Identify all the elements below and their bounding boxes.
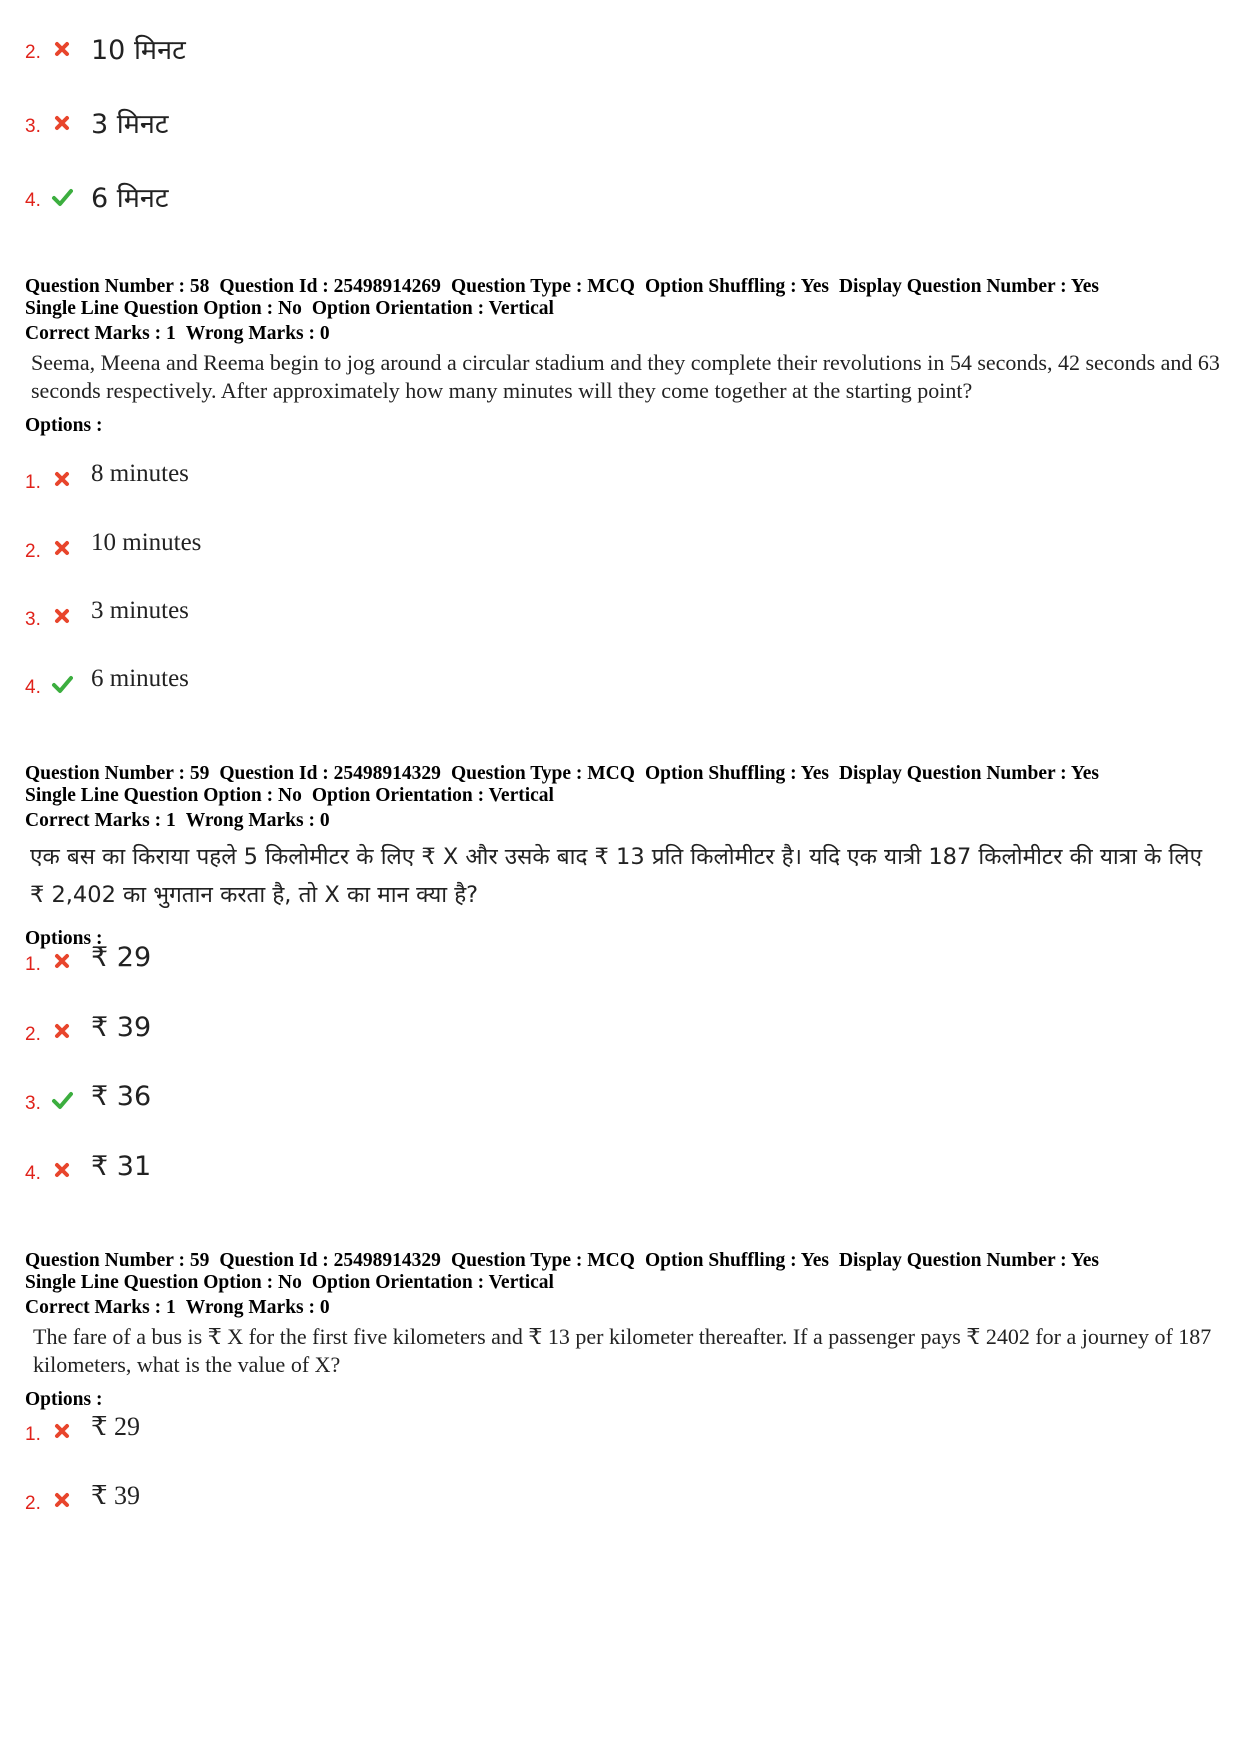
correct-check-icon bbox=[51, 673, 73, 695]
option-number: 3. bbox=[25, 116, 41, 137]
option-text: ₹ 29 bbox=[91, 942, 152, 973]
option-text: ₹ 39 bbox=[91, 1481, 141, 1510]
correct-check-icon bbox=[51, 186, 73, 208]
wrong-icon bbox=[51, 1020, 73, 1042]
option-number: 2. bbox=[25, 1493, 41, 1514]
question-meta-line-1: Question Number : 58 Question Id : 25498914269 Question Type : MCQ Option Shuffling : Yes Display Question Number : Yes bbox=[25, 276, 1099, 297]
question-59-english bbox=[25, 1250, 1225, 1411]
option-text: ₹ 31 bbox=[91, 1151, 152, 1182]
wrong-icon bbox=[51, 468, 73, 490]
option-number: 4. bbox=[25, 1163, 41, 1184]
option-text: 6 मिनट bbox=[91, 183, 169, 214]
wrong-icon bbox=[51, 38, 73, 60]
wrong-icon bbox=[51, 537, 73, 559]
option-number: 2. bbox=[25, 541, 41, 562]
option-text: ₹ 39 bbox=[91, 1012, 152, 1043]
question-meta-line-1: Question Number : 59 Question Id : 25498914329 Question Type : MCQ Option Shuffling : Yes Display Question Number : Yes bbox=[25, 1250, 1099, 1271]
option-number: 1. bbox=[25, 954, 41, 975]
wrong-icon bbox=[51, 1489, 73, 1511]
options-label: Options : bbox=[25, 928, 103, 949]
option-number: 4. bbox=[25, 677, 41, 698]
option-number: 1. bbox=[25, 472, 41, 493]
question-meta-line-1: Question Number : 59 Question Id : 25498914329 Question Type : MCQ Option Shuffling : Yes Display Question Number : Yes bbox=[25, 763, 1099, 784]
question-meta-line-2: Single Line Question Option : No Option Orientation : Vertical bbox=[25, 298, 554, 319]
question-59-hindi bbox=[25, 763, 1225, 950]
option-number: 2. bbox=[25, 1024, 41, 1045]
option-text: ₹ 29 bbox=[91, 1412, 141, 1441]
option-number: 3. bbox=[25, 609, 41, 630]
question-text: Seema, Meena and Reema begin to jog around a circular stadium and they complete their revolutions in 54 seconds, 42 seconds and 63 seconds respectively. After approximately how many minutes will they come together at the starting point? bbox=[31, 350, 1220, 403]
correct-check-icon bbox=[51, 1089, 73, 1111]
wrong-icon bbox=[51, 950, 73, 972]
marks-line: Correct Marks : 1 Wrong Marks : 0 bbox=[25, 1297, 330, 1318]
question-meta-line-2: Single Line Question Option : No Option Orientation : Vertical bbox=[25, 1272, 554, 1293]
option-text: 3 minutes bbox=[91, 597, 189, 624]
question-text: The fare of a bus is ₹ X for the first five kilometers and ₹ 13 per kilometer thereafter. If a passenger pays ₹ 2402 for a journey of 187 kilometers, what is the value of X? bbox=[33, 1324, 1212, 1377]
option-text: 10 minutes bbox=[91, 529, 202, 556]
marks-line: Correct Marks : 1 Wrong Marks : 0 bbox=[25, 323, 330, 344]
wrong-icon bbox=[51, 1159, 73, 1181]
marks-line: Correct Marks : 1 Wrong Marks : 0 bbox=[25, 810, 330, 831]
option-number: 4. bbox=[25, 190, 41, 211]
option-text: 3 मिनट bbox=[91, 109, 169, 140]
options-label: Options : bbox=[25, 1389, 103, 1410]
options-label: Options : bbox=[25, 415, 103, 436]
option-text: 6 minutes bbox=[91, 665, 189, 692]
question-meta-line-2: Single Line Question Option : No Option Orientation : Vertical bbox=[25, 785, 554, 806]
option-text: 8 minutes bbox=[91, 460, 189, 487]
option-number: 1. bbox=[25, 1424, 41, 1445]
wrong-icon bbox=[51, 1420, 73, 1442]
option-text: 10 मिनट bbox=[91, 35, 186, 66]
wrong-icon bbox=[51, 605, 73, 627]
question-58 bbox=[25, 276, 1225, 437]
option-text: ₹ 36 bbox=[91, 1081, 152, 1112]
wrong-icon bbox=[51, 112, 73, 134]
question-text: एक बस का किराया पहले 5 किलोमीटर के लिए ₹ X और उसके बाद ₹ 13 प्रति किलोमीटर है। यदि एक यात्री 187 किलोमीटर की यात्रा के लिए ₹ 2,402 का भुगतान करता है, तो X का मान क्या है? bbox=[30, 844, 1203, 908]
option-number: 2. bbox=[25, 42, 41, 63]
option-number: 3. bbox=[25, 1093, 41, 1114]
